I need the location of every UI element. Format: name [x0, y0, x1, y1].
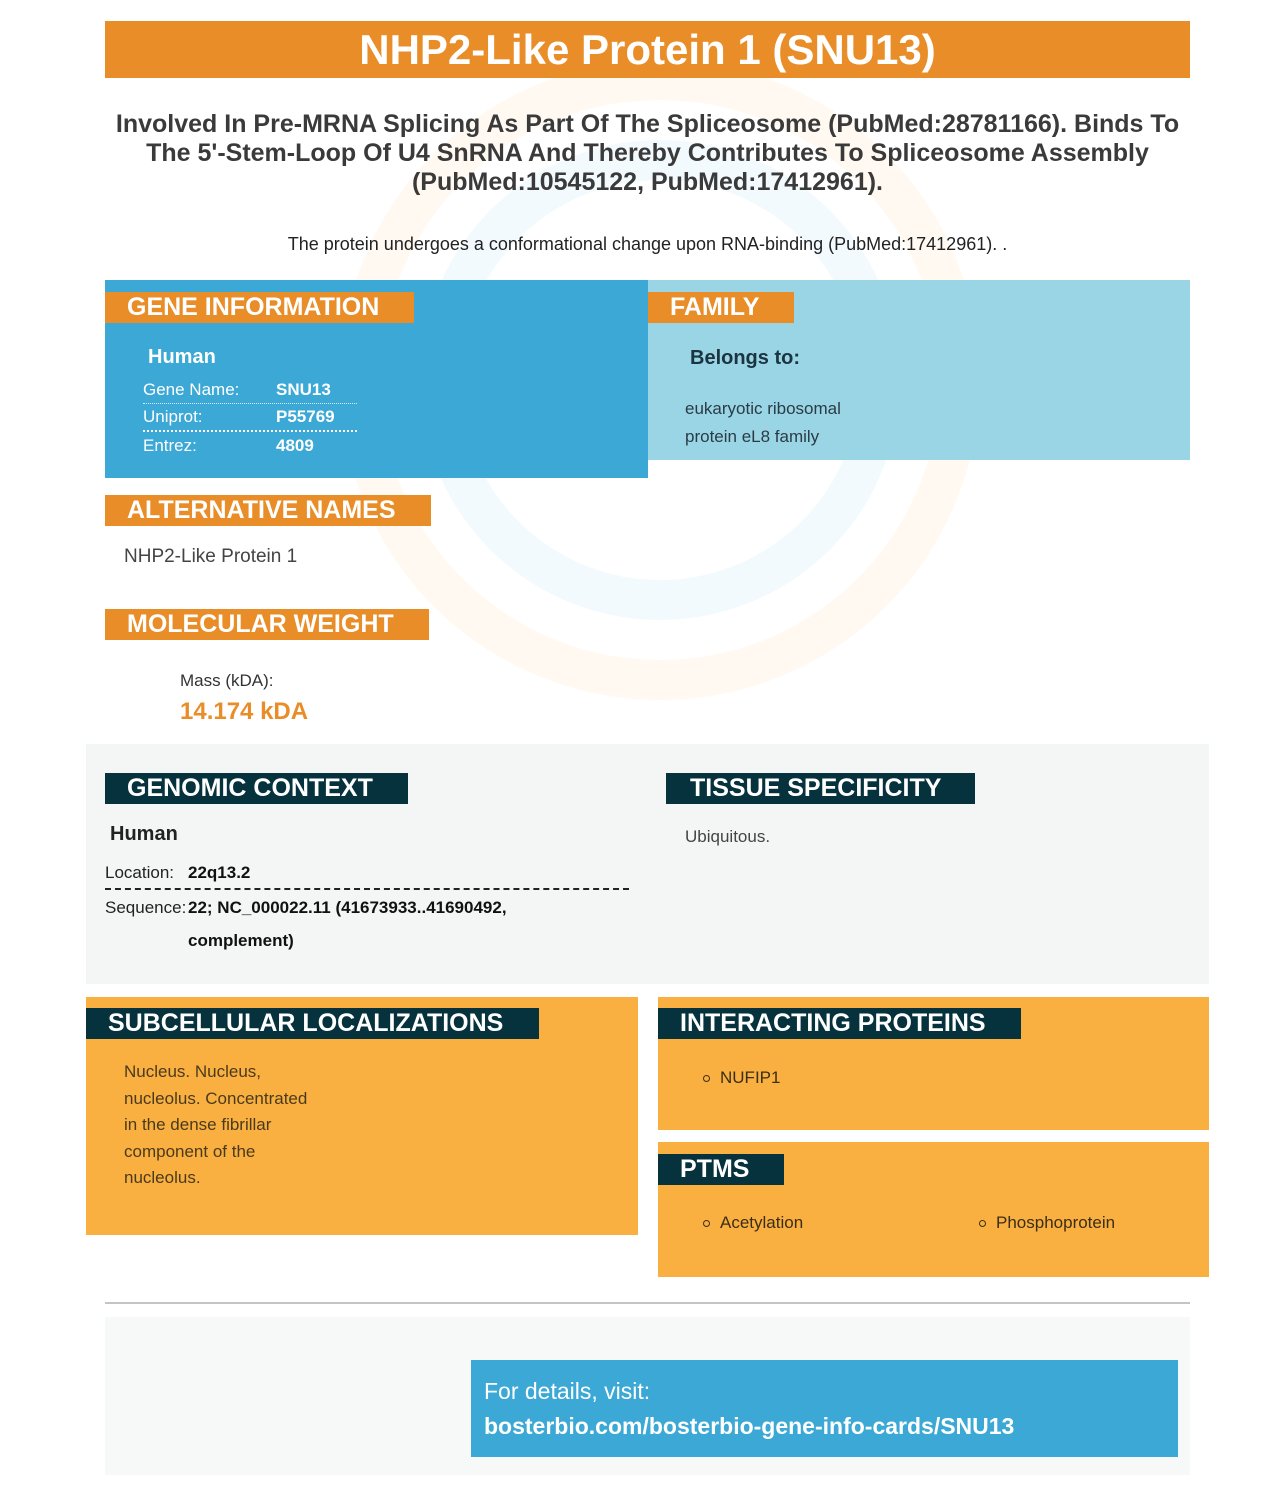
- gene-species: Human: [148, 346, 216, 368]
- mass-label: Mass (kDA):: [180, 671, 274, 690]
- genomic-sequence-value-cont: complement): [188, 931, 294, 950]
- subcellular-text: Nucleus. Nucleus, nucleolus. Concentrated in the dense fibrillar component of the nucleolus.: [124, 1062, 308, 1187]
- tissue-specificity-text: Ubiquitous.: [685, 827, 771, 846]
- subcellular-header: SUBCELLULAR LOCALIZATIONS: [86, 1008, 539, 1039]
- family-header: FAMILY: [648, 292, 794, 323]
- bullet-icon: [703, 1075, 710, 1082]
- molecular-weight-header: MOLECULAR WEIGHT: [105, 609, 429, 640]
- family-belongs-label: Belongs to:: [690, 347, 800, 369]
- gene-row-value: SNU13: [276, 379, 331, 399]
- mass-value: 14.174 kDA: [180, 698, 309, 725]
- alternative-names-header: ALTERNATIVE NAMES: [105, 495, 431, 526]
- bullet-icon: [703, 1220, 710, 1227]
- gene-row-uniprot: [143, 404, 357, 432]
- interacting-proteins-header: INTERACTING PROTEINS: [658, 1008, 1021, 1039]
- interacting-protein-label: NUFIP1: [720, 1068, 781, 1087]
- protein-summary: Involved In Pre-MRNA Splicing As Part Of The Spliceosome (PubMed:28781166). Binds To The 5'-Stem-Loop Of U4 SnRNA And Thereby Contributes To Spliceosome Assembly (PubMed:10545122, PubMed:17412961).: [115, 110, 1180, 196]
- bullet-icon: [979, 1220, 986, 1227]
- visit-label: For details, visit:: [484, 1378, 651, 1404]
- protein-note: The protein undergoes a conformational change upon RNA-binding (PubMed:17412961). .: [287, 234, 1008, 254]
- alternative-names-text: NHP2-Like Protein 1: [124, 546, 298, 567]
- divider: [105, 1302, 1190, 1304]
- ptm-label: Acetylation: [720, 1213, 804, 1232]
- gene-row-entrez: [143, 432, 357, 460]
- genomic-divider: [105, 888, 629, 890]
- gene-row-key: Gene Name:: [143, 379, 240, 399]
- gene-row-value: 4809: [276, 436, 314, 455]
- genomic-location-row: [105, 863, 250, 883]
- genomic-sequence-key: Sequence:: [105, 898, 187, 917]
- family-text: eukaryotic ribosomal protein eL8 family: [685, 399, 841, 446]
- genomic-location-value: 22q13.2: [188, 863, 251, 882]
- gene-information-header: GENE INFORMATION: [105, 292, 414, 323]
- genomic-context-header: GENOMIC CONTEXT: [105, 773, 408, 804]
- gene-row-value: P55769: [276, 407, 335, 426]
- gene-row-key: Entrez:: [143, 436, 197, 455]
- visit-link[interactable]: bosterbio.com/bosterbio-gene-info-cards/SNU13: [484, 1413, 1015, 1439]
- tissue-specificity-header: TISSUE SPECIFICITY: [666, 773, 975, 804]
- genomic-species: Human: [110, 823, 178, 845]
- genomic-sequence-row-cont: [188, 931, 294, 951]
- interacting-protein-item: [703, 1068, 780, 1088]
- page-title: NHP2-Like Protein 1 (SNU13): [105, 21, 1190, 78]
- ptm-item: [703, 1213, 803, 1233]
- visit-panel: [471, 1360, 1178, 1457]
- ptms-header: PTMS: [658, 1154, 784, 1185]
- ptm-item: [979, 1213, 1115, 1233]
- gene-info-table: [143, 376, 357, 460]
- gene-row-name: [143, 376, 357, 404]
- ptm-label: Phosphoprotein: [996, 1213, 1116, 1232]
- genomic-sequence-value: 22; NC_000022.11 (41673933..41690492,: [188, 898, 507, 917]
- genomic-location-key: Location:: [105, 863, 174, 882]
- genomic-sequence-row: [105, 898, 507, 918]
- gene-row-key: Uniprot:: [143, 407, 203, 426]
